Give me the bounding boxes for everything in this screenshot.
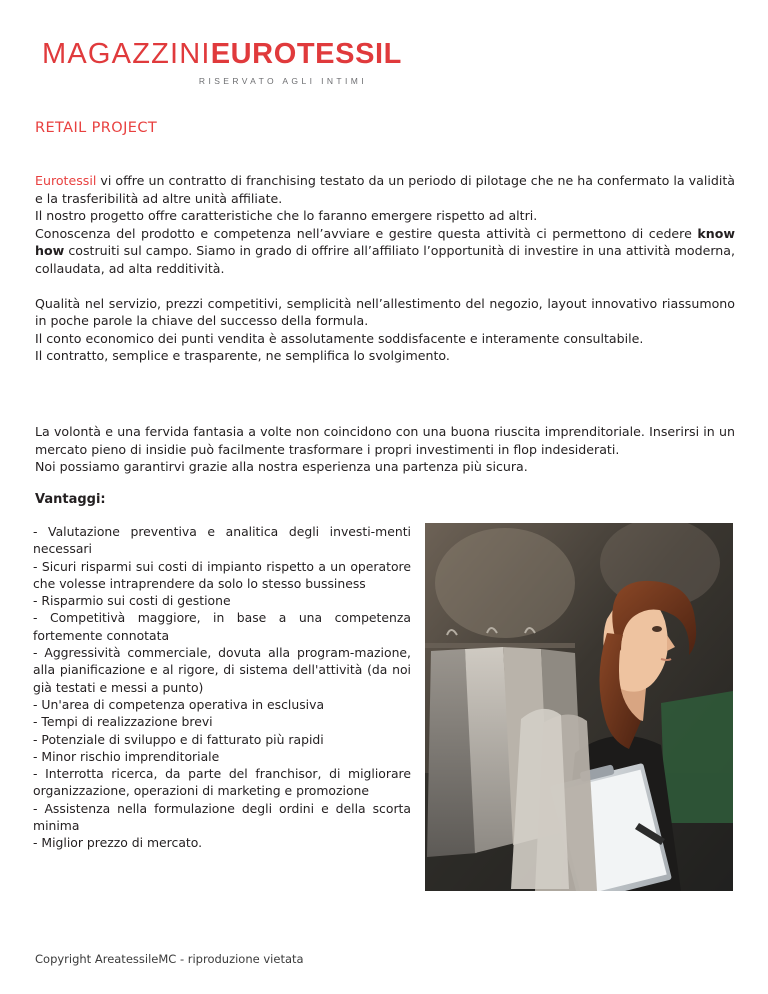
spacer-large [35, 365, 735, 405]
store-photo [425, 523, 733, 891]
logo-tagline: RISERVATO AGLI INTIMI [198, 76, 367, 86]
advantages-heading: Vantaggi: [35, 492, 106, 507]
list-item: - Aggressività commerciale, dovuta alla program-mazione, alla pianificazione e al rigore, di sistema dell'attività (da noi già testati e messi a punto) [33, 645, 411, 695]
copyright-footer: Copyright AreatessileMC - riproduzione vietata [35, 952, 304, 966]
list-item: - Risparmio sui costi di gestione [33, 593, 231, 609]
list-item: - Assistenza nella formulazione degli ordini e della scorta minima [33, 800, 411, 834]
spacer [35, 278, 735, 295]
list-item: - Un'area di competenza operativa in esclusiva [33, 696, 325, 712]
list-item: - Minor rischio imprenditoriale [33, 748, 220, 764]
list-item: - Valutazione preventiva e analitica degli investi-menti necessari [33, 524, 411, 557]
logo-word-magazzini: MAGAZZINI [42, 38, 211, 70]
spacer-2 [35, 405, 735, 423]
list-item: - Potenziale di sviluppo e di fatturato più rapidi [33, 731, 324, 747]
list-item: - Tempi di realizzazione brevi [33, 714, 213, 730]
paragraph-economics: Il conto economico dei punti vendita è assolutamente soddisfacente e interamente consultabile. [35, 330, 644, 346]
store-photo-illustration [425, 523, 733, 891]
body-content [35, 172, 735, 476]
paragraph-intro-rest: vi offre un contratto di franchising testato da un periodo di pilotage che ne ha confermato la validità e la trasferibilità ad altre unità affiliate. [35, 173, 735, 206]
paragraph-will: La volontà e una fervida fantasia a volte non coincidono con una buona riuscita imprenditoriale. Inserirsi in un mercato pieno di insidie può facilmente trasformare i propri investimenti in flop indesiderati. [35, 423, 735, 457]
list-item: - Miglior prezzo di mercato. [33, 835, 203, 851]
paragraph-contract: Il contratto, semplice e trasparente, ne semplifica lo svolgimento. [35, 348, 450, 364]
logo-wordmark [42, 40, 462, 69]
logo-word-eurotessil: EUROTESSIL [210, 38, 402, 70]
paragraph-knowhow [35, 225, 735, 278]
list-item: - Interrotta ricerca, da parte del franchisor, di migliorare organizzazione, operazioni di marketing e promozione [33, 766, 411, 799]
paragraph-knowhow-b: costruiti sul campo. Siamo in grado di offrire all’affiliato l’opportunità di investire in una attività moderna, collaudata, ad alta redditività. [35, 243, 735, 276]
knowhow-emphasis: know how [35, 225, 735, 259]
advantages-list [33, 523, 411, 852]
paragraph-project: Il nostro progetto offre caratteristiche che lo faranno emergere rispetto ad altri. [35, 208, 538, 224]
paragraph-guarantee: Noi possiamo garantirvi grazie alla nostra esperienza una partenza più sicura. [35, 459, 528, 475]
paragraph-quality: Qualità nel servizio, prezzi competitivi, semplicità nell’allestimento del negozio, layout innovativo riassumono in poche parole la chiave del successo della formula. [35, 295, 735, 329]
paragraph-intro [35, 172, 735, 207]
page-title: RETAIL PROJECT [35, 120, 158, 136]
brand-mention: Eurotessil [35, 173, 97, 188]
logo [42, 40, 462, 86]
list-item: - Sicuri risparmi sui costi di impianto rispetto a un operatore che volesse intraprendere da solo lo stesso bussiness [33, 558, 411, 591]
paragraph-knowhow-a: Conoscenza del prodotto e competenza nell’avviare e gestire questa attività ci permettono di cedere [35, 225, 698, 241]
list-item: - Competitivà maggiore, in base a una competenza fortemente connotata [33, 610, 411, 643]
